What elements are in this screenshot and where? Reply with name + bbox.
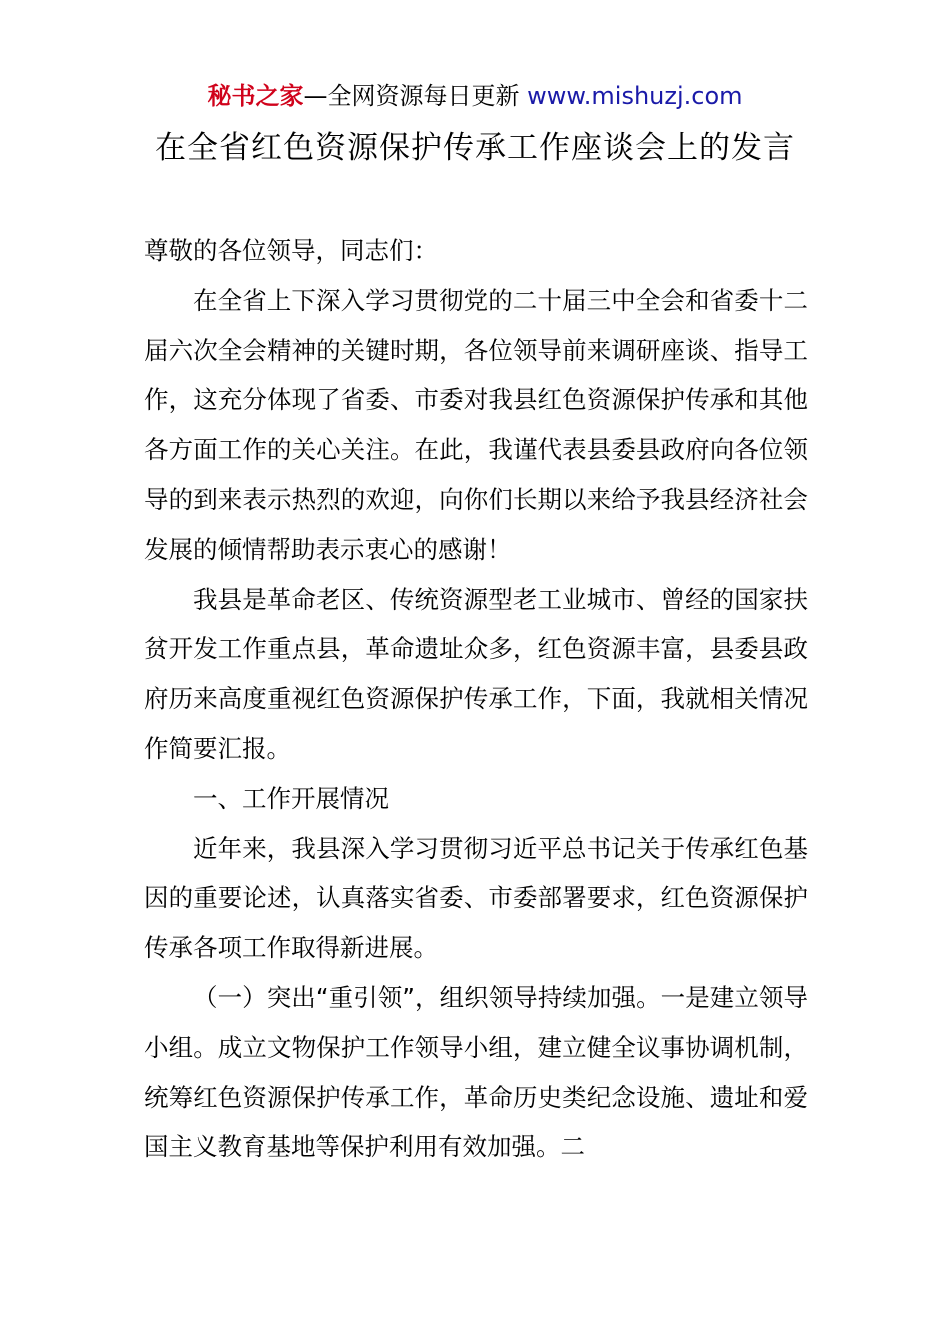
document-title: 在全省红色资源保护传承工作座谈会上的发言 bbox=[155, 130, 795, 166]
site-url[interactable]: www.mishuzj.com bbox=[527, 82, 743, 110]
paragraph-intro: 在全省上下深入学习贯彻党的二十届三中全会和省委十二届六次全会精神的关键时期，各位领导前来调研座谈、指导工作，这充分体现了省委、市委对我县红色资源保护传承和其他各方面工作的关心关注。在此，我谨代表县委县政府向各位领导的到来表示热烈的欢迎，向你们长期以来给予我县经济社会发展的倾情帮助表示衷心的感谢！ bbox=[144, 285, 808, 564]
salutation: 尊敬的各位领导，同志们： bbox=[144, 236, 438, 265]
section-heading: 一、工作开展情况 bbox=[193, 783, 389, 813]
paragraph-county-overview: 我县是革命老区、传统资源型老工业城市、曾经的国家扶贫开发工作重点县，革命遗址众多，红色资源丰富，县委县政府历来高度重视红色资源保护传承工作，下面，我就相关情况作简要汇报。 bbox=[144, 584, 808, 763]
paragraph-leadership: （一）突出“重引领”，组织领导持续加强。一是建立领导小组。成立文物保护工作领导小组，建立健全议事协调机制，统筹红色资源保护传承工作，革命历史类纪念设施、遗址和爱国主义教育基地等保护利用有效加强。二 bbox=[144, 982, 808, 1162]
paragraph-progress: 近年来，我县深入学习贯彻习近平总书记关于传承红色基因的重要论述，认真落实省委、市委部署要求，红色资源保护传承各项工作取得新进展。 bbox=[144, 833, 808, 963]
header-tagline: —全网资源每日更新 bbox=[303, 82, 528, 110]
page-header bbox=[0, 80, 950, 112]
document-body bbox=[144, 226, 808, 1172]
brand-name: 秘书之家 bbox=[207, 82, 304, 110]
